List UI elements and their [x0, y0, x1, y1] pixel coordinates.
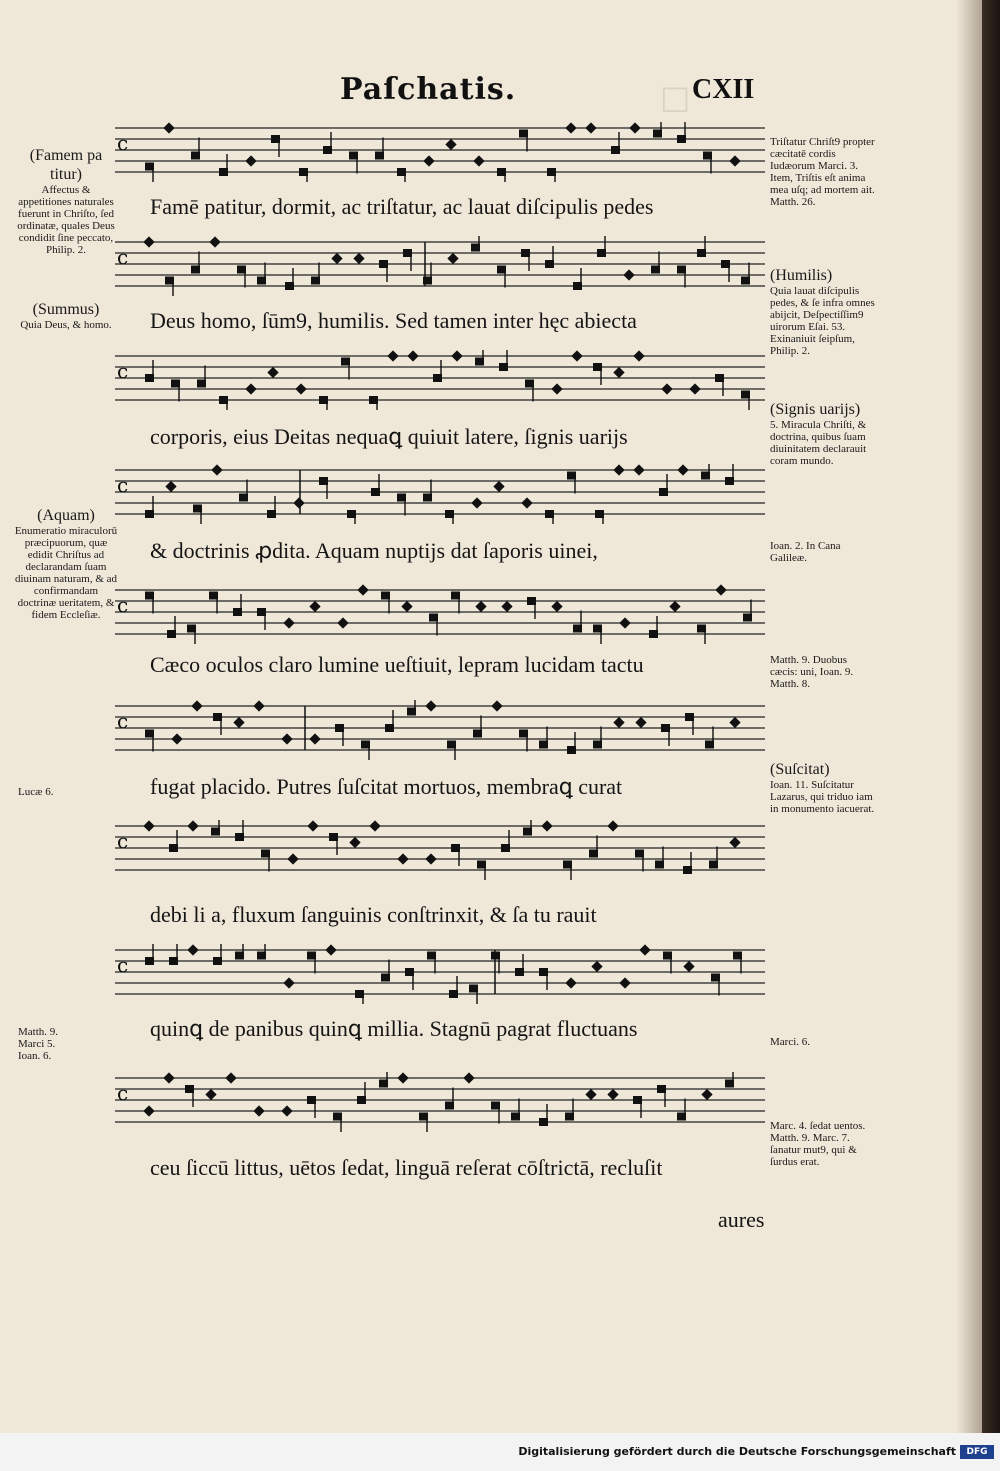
gloss-text: Quia lauat diſcipulis pedes, & ſe infra omnes abijcit, Deſpectiſſim9 uirorum Eſai. 53. Exinaniuit ſeipſum, Philip. 2.: [770, 285, 875, 357]
margin-gloss: [18, 786, 122, 798]
margin-gloss: [770, 654, 876, 690]
lyric-line: Cæco oculos claro lumine ueſtiuit, lepram lucidam tactu: [150, 652, 644, 677]
gloss-heading: (Suſcitat): [770, 761, 830, 778]
margin-gloss: [770, 540, 876, 564]
gloss-text: 5. Miracula Chriſti, & doctrina, quibus ſuam diuinitatem declarauit coram mundo.: [770, 419, 867, 467]
svg-text:c: c: [117, 473, 129, 497]
show-through-text: □: [660, 78, 691, 116]
music-staff-6: [115, 700, 775, 760]
gloss-heading: (Summus): [32, 301, 100, 318]
lyric-line: Deus homo, ſūm9, humilis. Sed tamen inter hęc abiecta: [150, 308, 637, 333]
svg-text:c: c: [117, 131, 129, 155]
gloss-text: Lucæ 6.: [18, 786, 54, 798]
music-staff-7: [115, 820, 775, 880]
lyric-line: fugat placido. Putres ſuſcitat mortuos, membraꝗ curat: [150, 774, 623, 799]
svg-text:c: c: [117, 953, 129, 977]
lyric-line: ceu ſiccū littus, uētos ſedat, linguā reſerat cōſtrictā, recluſit: [150, 1155, 663, 1180]
svg-text:c: c: [117, 593, 129, 617]
gloss-text: Quia Deus, & homo.: [20, 319, 112, 331]
margin-gloss: [770, 136, 876, 208]
music-staff-4: [115, 464, 775, 524]
gloss-heading: (Signis uarijs): [770, 401, 861, 418]
gloss-text: Enumeratio miraculorū præcipuorum, quæ edidit Chriſtus ad declarandam ſuam diuinam naturam, & ad confirmandam doctrinæ ueritatem, & fidem Eccleſiæ.: [14, 525, 118, 621]
svg-text:c: c: [117, 359, 129, 383]
music-staff-9: [115, 1072, 775, 1132]
gloss-text: Affectus & appetitiones naturales fuerunt in Chriſto, ſed ordinatæ, quales Deus condidit ſine peccato, Philip. 2.: [17, 184, 115, 256]
music-staff-8: [115, 944, 775, 1004]
digitization-footer: [0, 1433, 1000, 1471]
gloss-heading: (Humilis): [770, 267, 833, 284]
funding-credit: Digitalisierung gefördert durch die Deutsche Forschungsgemeinschaft: [518, 1445, 956, 1458]
lyric-line: aures: [718, 1207, 765, 1232]
gloss-heading: (Aquam): [37, 507, 95, 524]
lyric-line: Famē patitur, dormit, ac triſtatur, ac lauat diſcipulis pedes: [150, 194, 654, 219]
music-staff-2: [115, 236, 775, 296]
lyric-line: & doctrinis ꝓdita. Aquam nuptijs dat ſaporis uinei,: [150, 538, 598, 563]
gloss-text: Matth. 9. Duobus cæcis: uni, Ioan. 9. Matth. 8.: [770, 654, 854, 690]
lyric-line: corporis, eius Deitas nequaꝗ quiuit latere, ſignis uarijs: [150, 424, 628, 449]
svg-text:c: c: [117, 1081, 129, 1105]
lyric-line: quinꝗ de panibus quinꝗ millia. Stagnū pagrat fluctuans: [150, 1016, 638, 1041]
margin-gloss: [770, 1120, 876, 1168]
gloss-text: Marc. 4. ſedat uentos. Matth. 9. Marc. 7. ſanatur mut9, qui & ſurdus erat.: [770, 1120, 866, 1168]
margin-gloss: [770, 400, 876, 467]
folio-number: CXII: [692, 74, 755, 105]
gloss-text: Ioan. 2. In Cana Galileæ.: [770, 540, 841, 564]
lyric-line: debi li a, fluxum ſanguinis conſtrinxit, & ſa tu rauit: [150, 902, 597, 927]
margin-gloss: [14, 506, 118, 621]
gloss-text: Matth. 9. Marci 5. Ioan. 6.: [18, 1026, 59, 1062]
running-title: Paſchatis.: [340, 72, 517, 107]
margin-gloss: [18, 1026, 78, 1062]
gloss-text: Ioan. 11. Suſcitatur Lazarus, qui triduo iam in monumento iacuerat.: [770, 779, 875, 815]
dfg-logo: DFG: [960, 1445, 994, 1459]
gloss-text: Marci. 6.: [770, 1036, 811, 1048]
music-staff-3: [115, 350, 775, 410]
book-spine: [982, 0, 1000, 1433]
svg-text:c: c: [117, 245, 129, 269]
margin-gloss: [770, 760, 876, 815]
music-staff-5: [115, 584, 775, 644]
gloss-heading: (Famem pa titur): [29, 147, 103, 183]
gloss-text: Triſtatur Chriſt9 propter cæcitatē cordis Iudæorum Marci. 3. Item, Triſtis eſt anima mea uſq; ad mortem ait. Matth. 26.: [770, 136, 875, 208]
margin-gloss: [14, 146, 118, 256]
margin-gloss: [770, 1036, 876, 1048]
svg-text:c: c: [117, 709, 129, 733]
svg-text:c: c: [117, 829, 129, 853]
margin-gloss: [14, 300, 118, 331]
margin-gloss: [770, 266, 876, 357]
music-staff-1: [115, 122, 775, 182]
